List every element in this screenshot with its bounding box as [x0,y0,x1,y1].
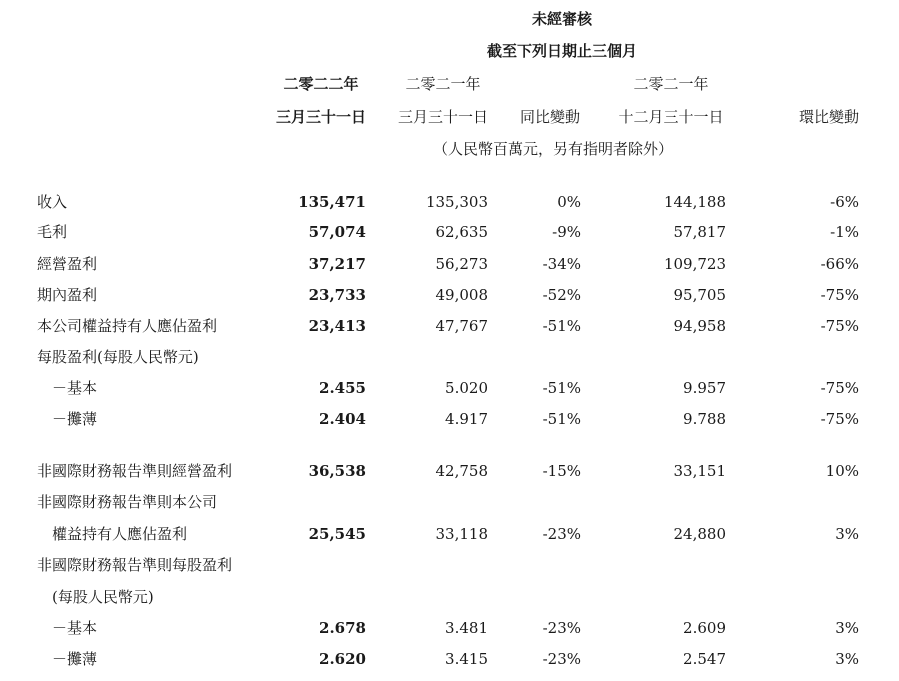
table-row [0,346,899,368]
q1-2021-value: 3.481 [445,619,488,637]
q4-2021-value: 57,817 [673,223,726,241]
q1-2021-value: 42,758 [435,462,488,480]
yoy-change: -23% [542,525,581,543]
table-row [0,377,899,399]
table-row [0,554,899,576]
col1-date: 三月三十一日 [275,108,367,126]
yoy-change: -51% [542,379,581,397]
row-label: －基本 [52,619,98,637]
q4-2021-value: 144,188 [663,193,726,211]
q1-2022-value: 57,074 [308,223,366,241]
table-row [0,617,899,639]
col4-year: 二零二一年 [633,75,709,93]
row-label: －攤薄 [52,410,98,428]
table-row [0,408,899,430]
q1-2022-value: 2.620 [319,650,366,668]
row-label: (每股人民幣元) [52,588,154,606]
yoy-change: -23% [542,650,581,668]
qoq-change: 10% [825,462,859,480]
unit-note: （人民幣百萬元，另有指明者除外） [432,140,674,158]
q1-2022-value: 23,733 [308,286,366,304]
q1-2021-value: 62,635 [435,223,488,241]
table-row [0,491,899,513]
q4-2021-value: 109,723 [663,255,726,273]
col2-date: 三月三十一日 [397,108,489,126]
q1-2022-value: 135,471 [298,193,366,211]
q1-2022-value: 37,217 [308,255,366,273]
row-label: 非國際財務報告準則經營盈利 [37,462,233,480]
unaudited-heading: 未經審核 [531,10,593,28]
q1-2022-value: 36,538 [308,462,366,480]
q1-2022-value: 2.404 [319,410,366,428]
qoq-change: -66% [820,255,859,273]
table-row [0,284,899,306]
q1-2021-value: 33,118 [435,525,488,543]
period-heading: 截至下列日期止三個月 [486,42,638,60]
qoq-change: -75% [820,410,859,428]
yoy-change: -23% [542,619,581,637]
q1-2021-value: 3.415 [445,650,488,668]
table-row [0,648,899,670]
qoq-change: 3% [835,525,859,543]
col2-year: 二零二一年 [405,75,481,93]
q1-2021-value: 56,273 [435,255,488,273]
q1-2021-value: 4.917 [445,410,488,428]
qoq-change: -6% [830,193,859,211]
yoy-change: -9% [552,223,581,241]
row-label: 非國際財務報告準則每股盈利 [37,556,233,574]
col4-date: 十二月三十一日 [618,108,724,126]
qoq-change: -75% [820,286,859,304]
row-label: －基本 [52,379,98,397]
row-label: 收入 [37,193,68,211]
q1-2021-value: 47,767 [435,317,488,335]
q1-2022-value: 23,413 [308,317,366,335]
row-label: 非國際財務報告準則本公司 [37,493,218,511]
qoq-change: 3% [835,650,859,668]
table-row [0,523,899,545]
table-row [0,191,899,213]
row-label: 經營盈利 [37,255,98,273]
yoy-header: 同比變動 [519,108,581,126]
table-row [0,315,899,337]
yoy-change: -51% [542,410,581,428]
qoq-change: -1% [830,223,859,241]
q4-2021-value: 9.788 [683,410,726,428]
row-label: 本公司權益持有人應佔盈利 [37,317,218,335]
qoq-change: -75% [820,379,859,397]
q4-2021-value: 24,880 [673,525,726,543]
table-row [0,460,899,482]
q1-2021-value: 49,008 [435,286,488,304]
qoq-change: 3% [835,619,859,637]
table-row [0,253,899,275]
table-row [0,586,899,608]
q1-2022-value: 2.455 [319,379,366,397]
yoy-change: 0% [557,193,581,211]
q1-2021-value: 135,303 [425,193,488,211]
row-label: 權益持有人應佔盈利 [52,525,188,543]
yoy-change: -52% [542,286,581,304]
q4-2021-value: 2.547 [683,650,726,668]
row-label: 期內盈利 [37,286,98,304]
table-row [0,221,899,243]
q1-2022-value: 2.678 [319,619,366,637]
q4-2021-value: 2.609 [683,619,726,637]
yoy-change: -51% [542,317,581,335]
q4-2021-value: 33,151 [673,462,726,480]
q4-2021-value: 9.957 [683,379,726,397]
qoq-change: -75% [820,317,859,335]
row-label: －攤薄 [52,650,98,668]
q4-2021-value: 95,705 [673,286,726,304]
q1-2021-value: 5.020 [445,379,488,397]
qoq-header: 環比變動 [798,108,859,126]
col1-year: 二零二二年 [283,75,359,93]
row-label: 毛利 [37,223,68,241]
q4-2021-value: 94,958 [673,317,726,335]
yoy-change: -34% [542,255,581,273]
row-label: 每股盈利(每股人民幣元) [37,348,199,366]
yoy-change: -15% [542,462,581,480]
q1-2022-value: 25,545 [308,525,366,543]
